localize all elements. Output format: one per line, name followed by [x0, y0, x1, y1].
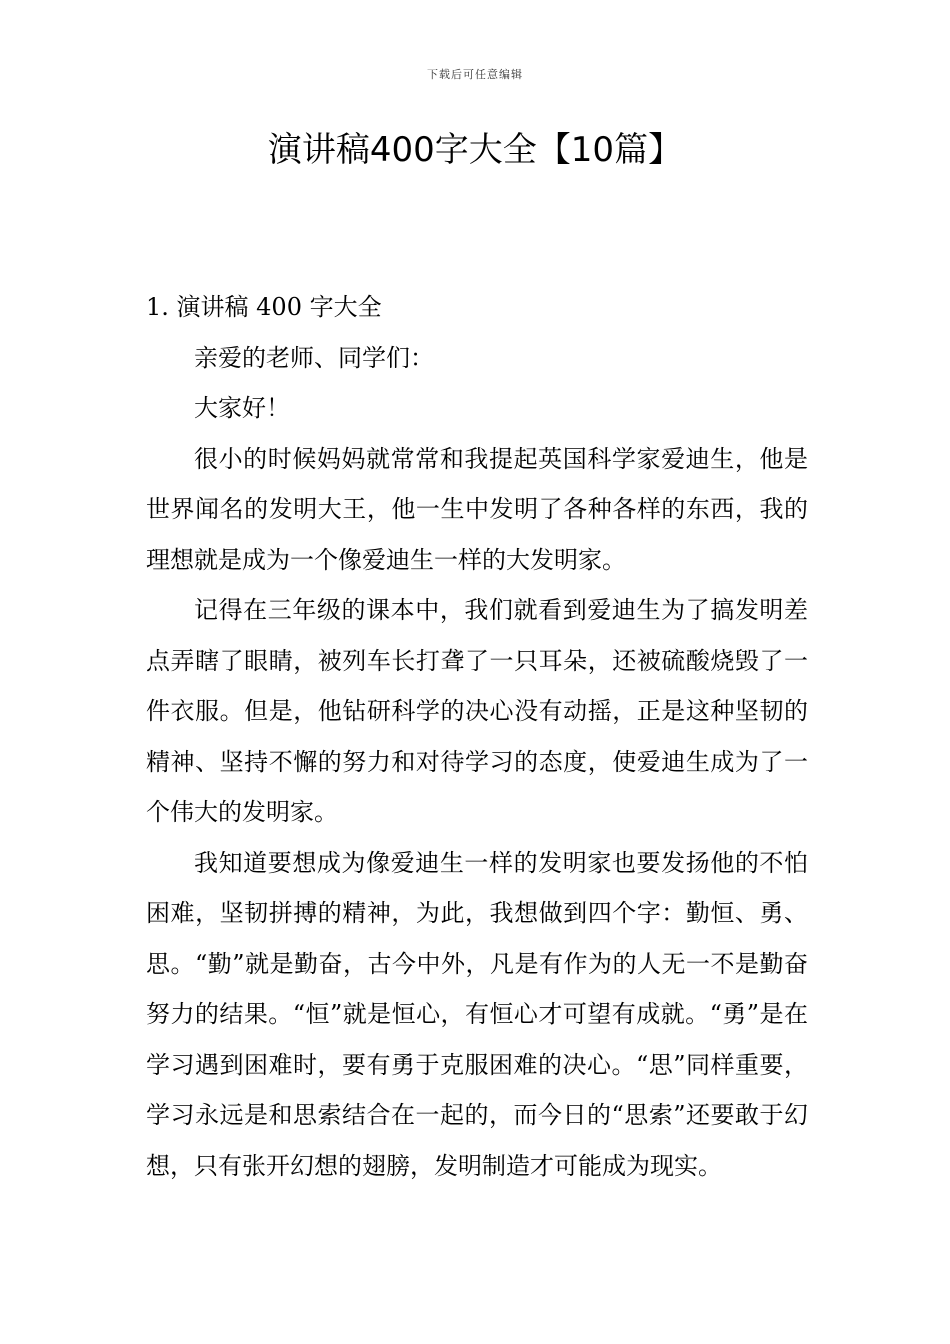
- body-paragraph: 我知道要想成为像爱迪生一样的发明家也要发扬他的不怕困难，坚韧拼搏的精神，为此，我想做到四个字：勤恒、勇、思。“勤”就是勤奋，古今中外，凡是有作为的人无一不是勤奋努力的结果。“恒”就是恒心，有恒心才可望有成就。“勇”是在学习遇到困难时，要有勇于克服困难的决心。“思”同样重要，学习永远是和思索结合在一起的，而今日的“思索”还要敢于幻想，只有张开幻想的翅膀，发明制造才可能成为现实。: [146, 848, 808, 1180]
- page-header-note: 下载后可任意编辑: [427, 68, 523, 81]
- greeting-paragraph: 大家好！: [194, 394, 290, 422]
- section-heading: 1. 演讲稿 400 字大全: [146, 293, 382, 321]
- document-title: 演讲稿400字大全【10篇】: [267, 130, 683, 170]
- salutation-paragraph: 亲爱的老师、同学们：: [194, 343, 434, 372]
- body-paragraph: 记得在三年级的课本中，我们就看到爱迪生为了搞发明差点弄瞎了眼睛，被列车长打聋了一只耳朵，还被硫酸烧毁了一件衣服。但是，他钻研科学的决心没有动摇，正是这种坚韧的精神、坚持不懈的努力和对待学习的态度，使爱迪生成为了一个伟大的发明家。: [146, 596, 808, 826]
- document-body: [146, 282, 808, 1191]
- body-paragraph: 很小的时候妈妈就常常和我提起英国科学家爱迪生，他是世界闻名的发明大王，他一生中发明了各种各样的东西，我的理想就是成为一个像爱迪生一样的大发明家。: [146, 444, 808, 574]
